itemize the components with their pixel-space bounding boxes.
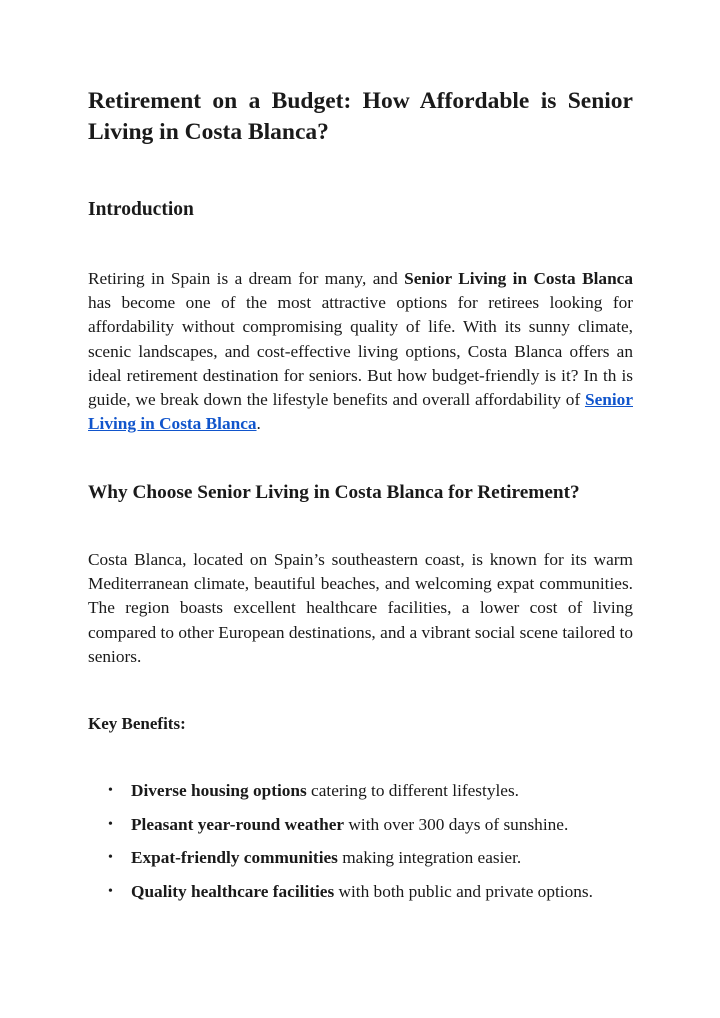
intro-paragraph — [88, 267, 633, 436]
intro-text-1: Retiring in Spain is a dream for many, and — [88, 269, 405, 288]
list-item — [88, 779, 633, 803]
intro-text-2: has become one of the most attractive options for retirees looking for affordability without compromising quality of life. With its sunny climate, scenic landscapes, and cost-effective living options, Costa Blanca offers an ideal retirement destination for seniors. But how budget-friendly is it? In th is guide, we break down the lifestyle benefits and overall affordability of — [88, 293, 633, 410]
intro-bold-term: Senior Living in Costa Blanca — [404, 269, 633, 288]
bullet-icon: • — [108, 883, 113, 899]
benefits-list — [88, 779, 633, 913]
list-item — [88, 846, 633, 870]
bullet-icon: • — [108, 783, 113, 798]
bullet-icon: • — [108, 816, 113, 832]
why-paragraph: Costa Blanca, located on Spain’s southeastern coast, is known for its warm Mediterranean climate, beautiful beaches, and welcoming expat communities. The region boasts excellent healthcare facilities, a lower cost of living compared to other European destinations, and a vibrant social scene tailored to seniors. — [88, 550, 633, 666]
list-item — [88, 880, 633, 904]
benefits-heading: Key Benefits: — [88, 714, 186, 733]
benefit-text: catering to different lifestyles. — [306, 781, 519, 800]
benefit-bold: Expat-friendly communities — [131, 848, 338, 867]
senior-living-link[interactable]: Senior Living in Costa Blanca — [88, 390, 633, 434]
why-heading: Why Choose Senior Living in Costa Blanca for Retirement? — [88, 482, 580, 503]
intro-text-3: . — [256, 414, 261, 434]
benefit-bold: Diverse housing options — [131, 781, 307, 800]
bullet-icon: • — [108, 850, 113, 865]
benefit-bold: Quality healthcare facilities — [131, 881, 335, 901]
list-item — [88, 813, 633, 837]
benefit-text: making integration easier. — [337, 848, 522, 867]
benefit-bold: Pleasant year-round weather — [131, 814, 345, 834]
benefit-text: with over 300 days of sunshine. — [344, 814, 569, 834]
document-title: Retirement on a Budget: How Affordable is Senior Living in Costa Blanca? — [88, 88, 633, 145]
intro-heading: Introduction — [88, 199, 194, 220]
benefit-text: with both public and private options. — [334, 881, 593, 901]
